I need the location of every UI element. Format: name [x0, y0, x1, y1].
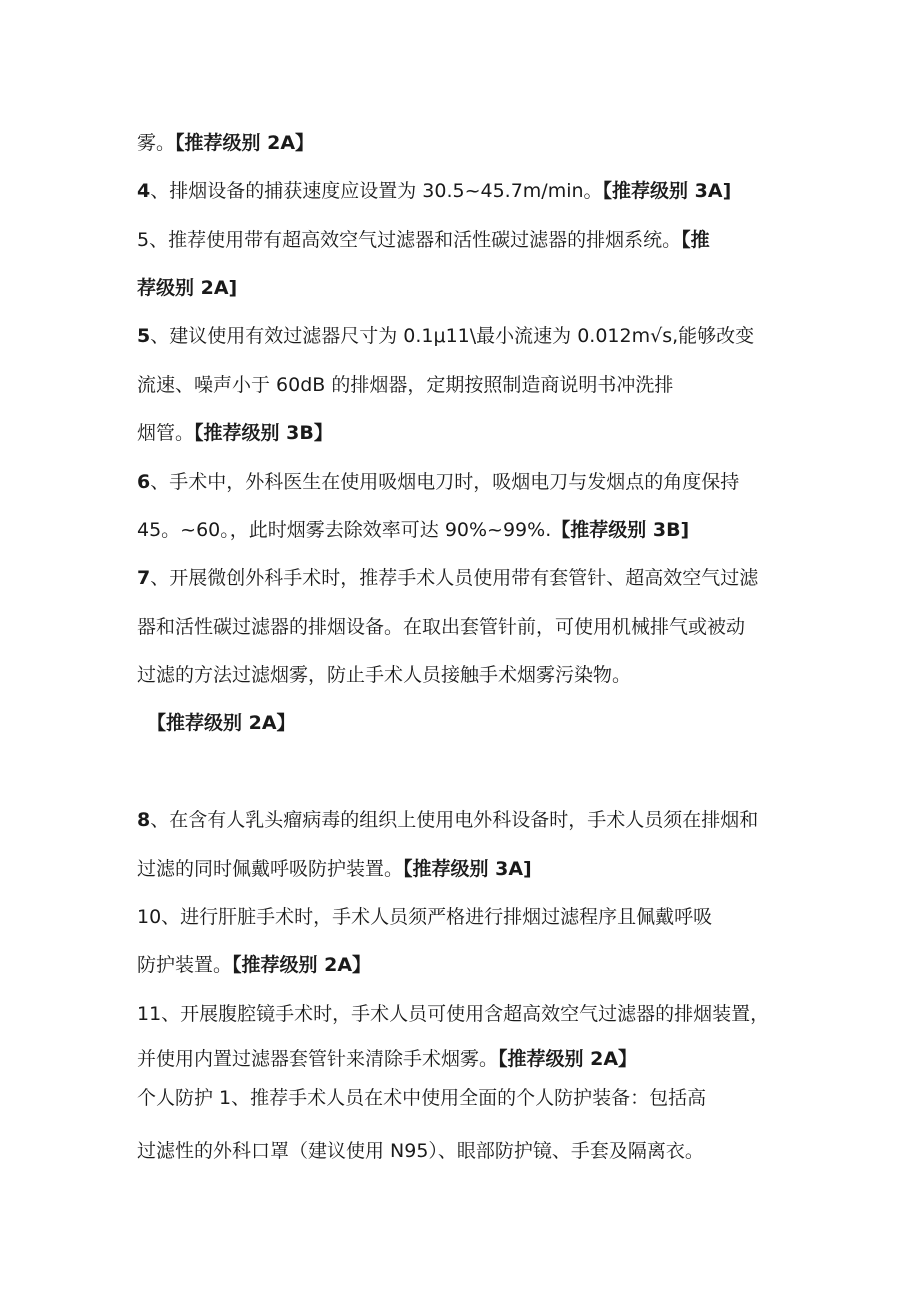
text-line: 器和活性碳过滤器的排烟设备。在取出套管针前，可使用机械排气或被动 — [137, 616, 746, 638]
text-line: 45。~60。，此时烟雾去除效率可达 90%~99%.【推荐级别 3B] — [137, 519, 690, 541]
text-line: 5、建议使用有效过滤器尺寸为 0.1μ11\最小流速为 0.012m√s,能够改变 — [137, 325, 755, 347]
text-line: 5、推荐使用带有超高效空气过滤器和活性碳过滤器的排烟系统。【推 — [137, 229, 710, 251]
text-line: 防护装置。【推荐级别 2A】 — [137, 954, 372, 976]
text-line: 雾。【推荐级别 2A】 — [137, 132, 315, 154]
text-line: 过滤性的外科口罩（建议使用 N95）、眼部防护镜、手套及隔离衣。 — [137, 1140, 704, 1162]
text-line: 【推荐级别 2A】 — [147, 712, 296, 734]
text-line: 4、排烟设备的捕获速度应设置为 30.5~45.7m/min。【推荐级别 3A] — [137, 180, 732, 202]
text-line: 并使用内置过滤器套管针来清除手术烟雾。【推荐级别 2A】 — [137, 1048, 638, 1070]
text-line: 10、进行肝脏手术时，手术人员须严格进行排烟过滤程序且佩戴呼吸 — [137, 906, 713, 928]
text-line: 荐级别 2A] — [137, 277, 238, 299]
text-line: 6、手术中，外科医生在使用吸烟电刀时，吸烟电刀与发烟点的角度保持 — [137, 471, 740, 493]
text-line: 11、开展腹腔镜手术时，手术人员可使用含超高效空气过滤器的排烟装置， — [137, 1003, 770, 1025]
text-line: 过滤的方法过滤烟雾，防止手术人员接触手术烟雾污染物。 — [137, 664, 632, 686]
text-line: 8、在含有人乳头瘤病毒的组织上使用电外科设备时，手术人员须在排烟和 — [137, 809, 759, 831]
text-line: 过滤的同时佩戴呼吸防护装置。【推荐级别 3A] — [137, 858, 532, 880]
text-line: 烟管。【推荐级别 3B】 — [137, 422, 333, 444]
text-line: 7、开展微创外科手术时，推荐手术人员使用带有套管针、超高效空气过滤 — [137, 567, 759, 589]
text-line: 流速、噪声小于 60dB 的排烟器，定期按照制造商说明书冲洗排 — [137, 374, 674, 396]
text-line: 个人防护 1、推荐手术人员在术中使用全面的个人防护装备：包括高 — [137, 1087, 707, 1109]
